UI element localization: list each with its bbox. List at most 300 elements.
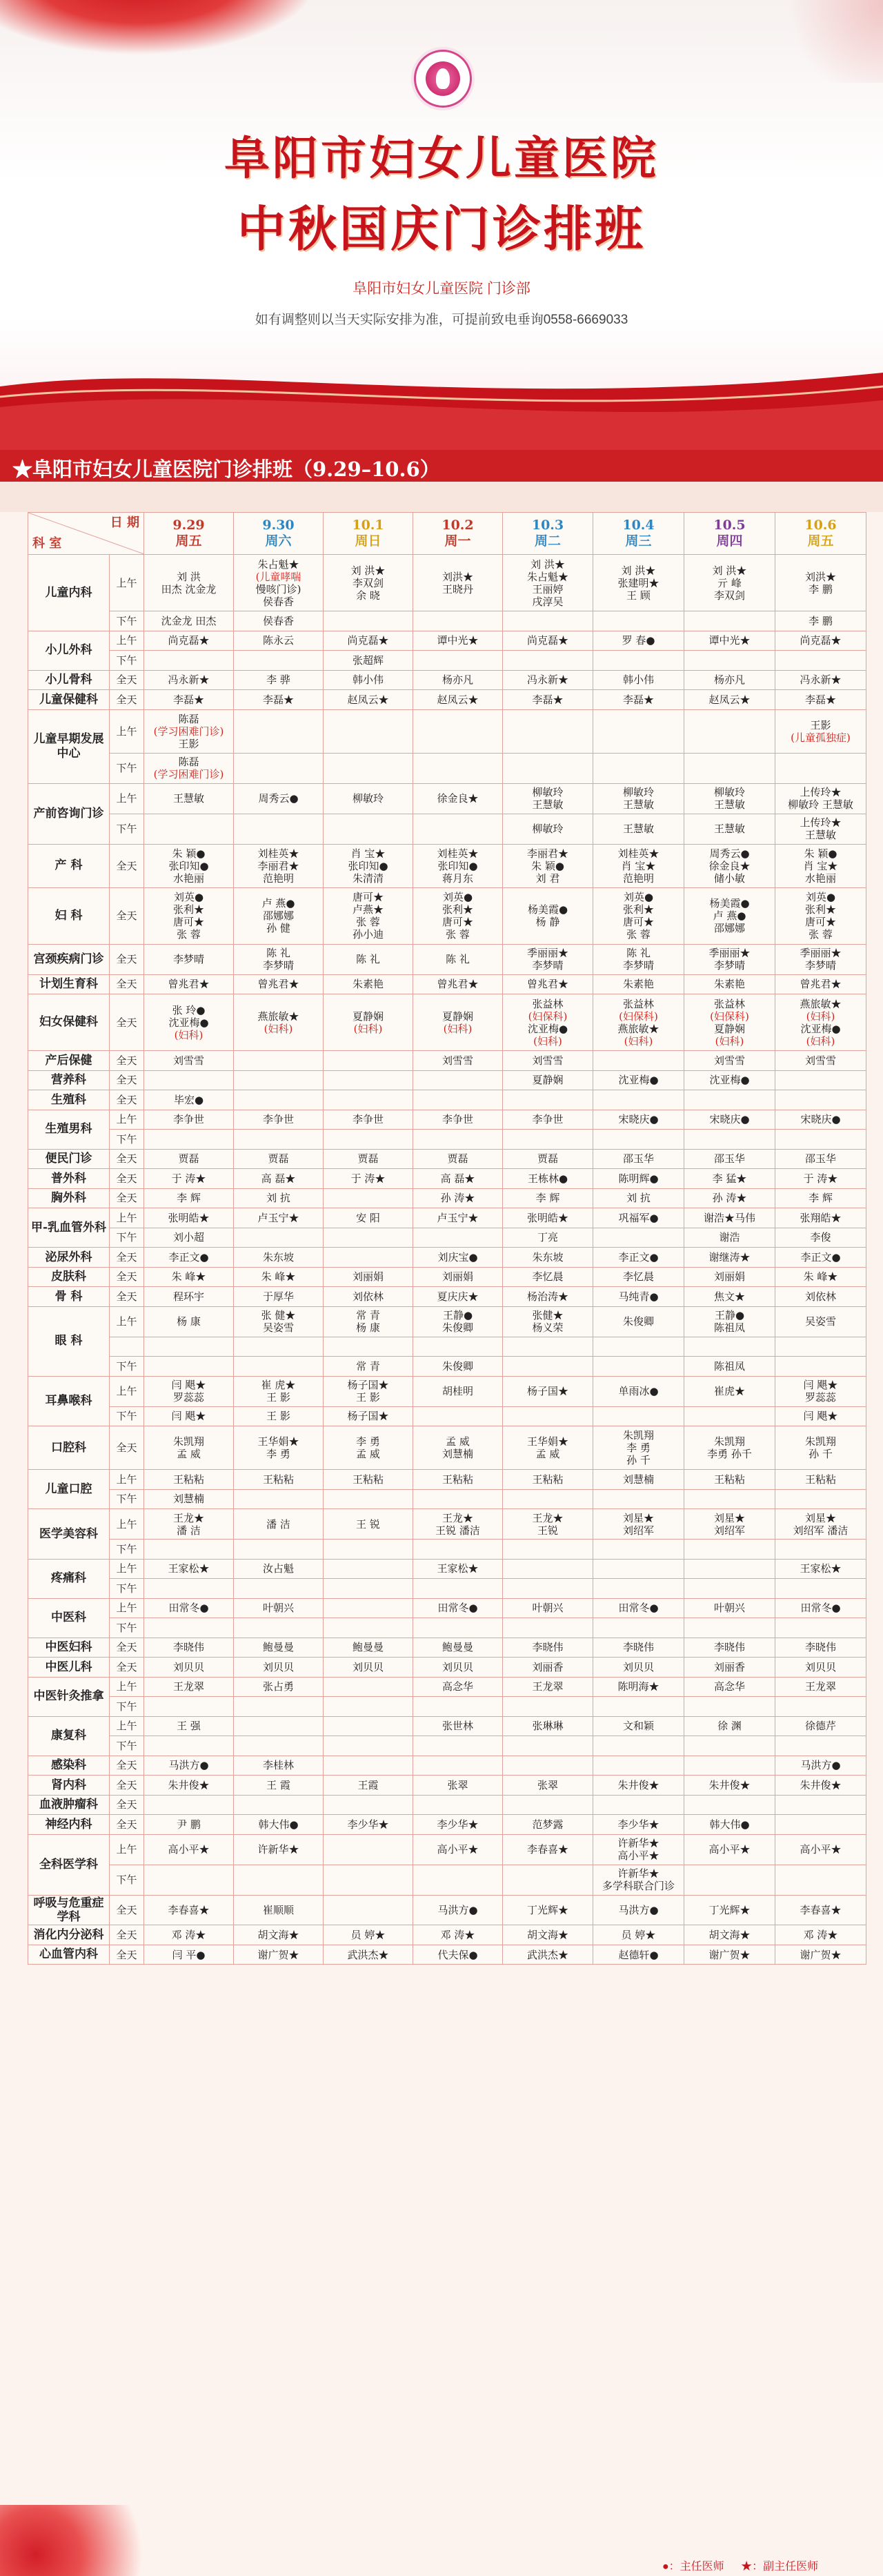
- doctor-name: 沈亚梅●: [618, 1074, 659, 1087]
- doctor-cell: [593, 1489, 684, 1509]
- doctor-name: 朱素艳: [622, 978, 654, 991]
- doctor-cell: [775, 1357, 866, 1377]
- doctor-name: 胡文海★: [526, 1929, 568, 1942]
- doctor-cell: [144, 1208, 234, 1228]
- doctor-cell: [593, 1756, 684, 1776]
- doctor-name: 谢广贺★: [708, 1948, 751, 1961]
- doctor-cell: [503, 1945, 593, 1965]
- department-name: 中医妇科: [28, 1638, 110, 1658]
- doctor-name: 高小平★: [168, 1843, 210, 1856]
- doctor-name: 王慧敏: [804, 829, 836, 841]
- period-label: 全天: [110, 974, 144, 994]
- doctor-cell: [593, 1051, 684, 1071]
- doctor-cell: [324, 1470, 413, 1490]
- schedule-row: [28, 1677, 866, 1697]
- day-weekday: 周五: [175, 533, 202, 549]
- department-name: 计划生育科: [28, 974, 110, 994]
- doctor-name: 唐可★: [352, 891, 384, 903]
- doctor-cell: [413, 555, 503, 611]
- doctor-cell: [775, 1509, 866, 1540]
- doctor-cell: [503, 974, 593, 994]
- doctor-name: 李忆晨: [622, 1270, 654, 1284]
- doctor-cell: [593, 1865, 684, 1895]
- doctor-cell: [234, 1337, 324, 1357]
- doctor-cell: [144, 1509, 234, 1540]
- doctor-name: 田常冬●: [800, 1602, 841, 1615]
- doctor-name: 马纯青●: [618, 1290, 659, 1303]
- doctor-name: 鲍曼曼: [442, 1641, 473, 1654]
- schedule-row: [28, 944, 866, 974]
- doctor-name: 朱清清: [352, 872, 384, 885]
- period-label: 全天: [110, 1426, 144, 1470]
- doctor-cell: [503, 1895, 593, 1925]
- doctor-name: 水艳丽: [172, 872, 204, 885]
- doctor-name: 张占勇: [262, 1680, 294, 1693]
- doctor-cell: [503, 1090, 593, 1110]
- spacer: [0, 482, 883, 512]
- doctor-cell: [775, 611, 866, 631]
- doctor-name: 孙 健: [266, 922, 290, 934]
- doctor-name: 陈永云: [262, 634, 294, 647]
- department-name: 宫颈疾病门诊: [28, 944, 110, 974]
- doctor-name: 孙 涛★: [712, 1192, 747, 1205]
- doctor-name: 张 蓉: [808, 928, 833, 941]
- department-name: 呼吸与危重症学科: [28, 1895, 110, 1925]
- doctor-cell: [413, 1051, 503, 1071]
- doctor-cell: [413, 1579, 503, 1599]
- doctor-cell: [234, 1540, 324, 1560]
- doctor-cell: [324, 783, 413, 814]
- doctor-cell: [234, 1357, 324, 1377]
- period-label: 上午: [110, 1677, 144, 1697]
- doctor-cell: [413, 1815, 503, 1835]
- schedule-row: [28, 1945, 866, 1965]
- period-label: 下午: [110, 1130, 144, 1150]
- doctor-name: 王栋林●: [527, 1172, 568, 1185]
- hospital-logo: [414, 50, 472, 108]
- period-label: [110, 1337, 144, 1357]
- period-label: 全天: [110, 994, 144, 1051]
- schedule-row: [28, 1638, 866, 1658]
- doctor-name: 刘贝贝: [442, 1660, 473, 1673]
- schedule-row: [28, 844, 866, 887]
- doctor-name: 卢燕★: [352, 903, 384, 916]
- doctor-name: 王家松★: [168, 1562, 210, 1575]
- doctor-name: 李 鹏: [808, 582, 833, 596]
- doctor-name: 赵凤云★: [437, 693, 479, 706]
- doctor-name: 李争世: [532, 1113, 564, 1126]
- doctor-name: 许新华★: [617, 1867, 659, 1880]
- doctor-cell: [593, 1598, 684, 1618]
- doctor-name: 刘洪★: [804, 570, 836, 583]
- doctor-name: 徐金良★: [708, 859, 751, 872]
- doctor-cell: [684, 1406, 775, 1426]
- department-name: 普外科: [28, 1169, 110, 1189]
- doctor-name: 李晓伟: [713, 1641, 745, 1654]
- doctor-cell: [413, 1376, 503, 1406]
- doctor-name: 田常冬●: [168, 1602, 209, 1615]
- doctor-cell: [684, 1895, 775, 1925]
- doctor-name: 李 辉: [535, 1192, 560, 1205]
- doctor-name: 朱占魁★: [526, 570, 568, 583]
- doctor-name: 李梦晴: [532, 959, 564, 972]
- doctor-name: 刘绍军 潘洁: [793, 1524, 849, 1537]
- doctor-name: 朱东坡: [262, 1250, 294, 1264]
- doctor-cell: [234, 1736, 324, 1756]
- period-label: 下午: [110, 1865, 144, 1895]
- doctor-cell: [503, 887, 593, 944]
- period-label: 下午: [110, 1736, 144, 1756]
- doctor-cell: [684, 994, 775, 1051]
- doctor-cell: [593, 844, 684, 887]
- doctor-cell: [234, 753, 324, 783]
- doctor-cell: [684, 1697, 775, 1717]
- doctor-cell: [684, 1865, 775, 1895]
- schedule-row: [28, 1149, 866, 1169]
- doctor-cell: [324, 1756, 413, 1776]
- day-date: 9.30: [262, 518, 295, 533]
- doctor-name: 刘英●: [623, 891, 654, 903]
- doctor-cell: [324, 1925, 413, 1945]
- period-label: 全天: [110, 690, 144, 710]
- schedule-row: [28, 1306, 866, 1337]
- period-label: 全天: [110, 1169, 144, 1189]
- schedule-row: [28, 1895, 866, 1925]
- doctor-cell: [234, 1945, 324, 1965]
- doctor-cell: [144, 690, 234, 710]
- doctor-cell: [144, 1090, 234, 1110]
- period-label: 全天: [110, 1638, 144, 1658]
- doctor-name: 刘 抗: [266, 1192, 290, 1205]
- doctor-name: 刘桂英★: [437, 847, 479, 860]
- doctor-name: 唐可★: [172, 916, 204, 928]
- doctor-name: 高小平★: [800, 1843, 842, 1856]
- doctor-name: 李 辉: [177, 1192, 201, 1205]
- doctor-cell: [413, 1306, 503, 1337]
- doctor-name: 宋晓庆●: [709, 1113, 750, 1126]
- schedule-row: [28, 1598, 866, 1618]
- department-name: 疼痛科: [28, 1559, 110, 1598]
- doctor-name: (儿童哮喘: [255, 570, 301, 583]
- schedule-row: [28, 753, 866, 783]
- doctor-cell: [324, 1945, 413, 1965]
- day-header: [234, 513, 324, 555]
- doctor-name: 王静●: [714, 1309, 745, 1321]
- doctor-cell: [234, 1406, 324, 1426]
- doctor-name: 燕旅敏★: [800, 997, 842, 1010]
- doctor-cell: [593, 1426, 684, 1470]
- period-label: 上午: [110, 555, 144, 611]
- doctor-name: (妇科): [174, 1028, 204, 1041]
- department-name: 甲-乳血管外科: [28, 1208, 110, 1248]
- schedule-row: [28, 670, 866, 690]
- doctor-cell: [413, 1638, 503, 1658]
- doctor-name: 刘 抗: [626, 1192, 651, 1205]
- doctor-cell: [324, 1130, 413, 1150]
- doctor-cell: [324, 1169, 413, 1189]
- doctor-name: 蒋月东: [442, 872, 473, 885]
- doctor-name: 李桂林: [262, 1759, 294, 1772]
- doctor-cell: [144, 1228, 234, 1248]
- doctor-name: 刘慧楠: [622, 1473, 654, 1486]
- schedule-table: [28, 512, 866, 1965]
- doctor-name: 李 勇: [626, 1442, 651, 1454]
- doctor-cell: [144, 1406, 234, 1426]
- schedule-row: [28, 1697, 866, 1717]
- doctor-cell: [144, 1267, 234, 1287]
- period-label: 上午: [110, 1208, 144, 1228]
- doctor-name: 赵德轩●: [618, 1948, 659, 1961]
- doctor-cell: [144, 1306, 234, 1337]
- doctor-cell: [684, 1267, 775, 1287]
- doctor-name: 刘英●: [442, 891, 473, 903]
- doctor-name: 李争世: [172, 1113, 204, 1126]
- doctor-cell: [234, 1834, 324, 1865]
- doctor-name: 代夫保●: [437, 1948, 478, 1961]
- doctor-name: 多学科联合门诊: [602, 1880, 675, 1892]
- doctor-name: 张 蓉: [446, 928, 470, 941]
- doctor-cell: [413, 1598, 503, 1618]
- doctor-cell: [413, 670, 503, 690]
- doctor-name: 王慧敏: [172, 792, 204, 805]
- doctor-cell: [775, 1470, 866, 1490]
- doctor-name: 李晓伟: [532, 1641, 564, 1654]
- doctor-cell: [324, 555, 413, 611]
- doctor-cell: [684, 1070, 775, 1090]
- doctor-cell: [503, 944, 593, 974]
- doctor-name: 李春喜★: [526, 1843, 568, 1856]
- doctor-name: 李晓伟: [622, 1641, 654, 1654]
- day-header: [775, 513, 866, 555]
- period-label: 上午: [110, 1716, 144, 1736]
- doctor-name: 侯春香: [262, 595, 294, 608]
- doctor-name: 柳敏玲: [352, 792, 384, 805]
- doctor-name: 杨 康: [356, 1321, 380, 1334]
- doctor-name: 王华娟★: [526, 1435, 568, 1448]
- doctor-cell: [775, 994, 866, 1051]
- doctor-cell: [234, 1509, 324, 1540]
- doctor-name: 冯永新★: [168, 674, 210, 687]
- doctor-cell: [684, 1287, 775, 1307]
- doctor-name: 杨 康: [177, 1315, 201, 1328]
- doctor-name: 杨亦凡: [442, 674, 473, 687]
- department-name: 口腔科: [28, 1426, 110, 1470]
- doctor-name: 李正文●: [800, 1250, 841, 1264]
- doctor-name: (妇科): [264, 1022, 293, 1035]
- doctor-name: 许新华★: [257, 1843, 299, 1856]
- doctor-name: 田常冬●: [618, 1602, 659, 1615]
- doctor-cell: [234, 1677, 324, 1697]
- schedule-row: [28, 1051, 866, 1071]
- doctor-cell: [503, 1697, 593, 1717]
- doctor-cell: [503, 753, 593, 783]
- period-label: 全天: [110, 1658, 144, 1678]
- doctor-name: 崔虎★: [713, 1385, 745, 1397]
- doctor-name: 刘小超: [172, 1231, 204, 1244]
- schedule-row: [28, 1090, 866, 1110]
- doctor-cell: [593, 1267, 684, 1287]
- department-name: 肾内科: [28, 1776, 110, 1796]
- doctor-name: 王粘粘: [442, 1473, 473, 1486]
- doctor-name: 王粘粘: [262, 1473, 294, 1486]
- doctor-name: 李春喜★: [168, 1903, 210, 1916]
- doctor-cell: [144, 1618, 234, 1638]
- doctor-cell: [324, 709, 413, 753]
- doctor-cell: [775, 1110, 866, 1130]
- doctor-name: 张翠: [537, 1778, 558, 1791]
- doctor-name: 常 青: [356, 1359, 380, 1373]
- doctor-cell: [775, 1188, 866, 1208]
- doctor-cell: [144, 1756, 234, 1776]
- doctor-cell: [503, 1208, 593, 1228]
- doctor-cell: [684, 1248, 775, 1268]
- doctor-cell: [593, 651, 684, 671]
- doctor-name: 刘丽娟: [713, 1270, 745, 1284]
- doctor-name: 潘 洁: [177, 1524, 201, 1537]
- doctor-cell: [593, 1677, 684, 1697]
- doctor-name: 刘桂英★: [617, 847, 659, 860]
- doctor-name: 程环宇: [172, 1290, 204, 1303]
- doctor-name: 沈金龙 田杰: [161, 614, 217, 627]
- doctor-name: 朱凯翔: [172, 1435, 204, 1448]
- doctor-cell: [324, 1248, 413, 1268]
- schedule-row: [28, 690, 866, 710]
- doctor-name: 曾兆君★: [437, 978, 479, 991]
- doctor-cell: [684, 670, 775, 690]
- doctor-name: (学习困难门诊): [153, 768, 224, 780]
- doctor-cell: [144, 1865, 234, 1895]
- doctor-cell: [144, 1110, 234, 1130]
- doctor-cell: [324, 1895, 413, 1925]
- doctor-name: 刘丽香: [713, 1660, 745, 1673]
- doctor-cell: [234, 1489, 324, 1509]
- doctor-cell: [144, 844, 234, 887]
- cloud-decoration: [773, 0, 883, 83]
- doctor-cell: [413, 1470, 503, 1490]
- doctor-name: 王粘粘: [804, 1473, 836, 1486]
- doctor-name: 曾兆君★: [800, 978, 842, 991]
- doctor-name: 叶朝兴: [262, 1602, 294, 1615]
- period-label: 下午: [110, 1406, 144, 1426]
- doctor-cell: [775, 1306, 866, 1337]
- doctor-cell: [775, 1795, 866, 1815]
- doctor-cell: [593, 1470, 684, 1490]
- doctor-cell: [144, 944, 234, 974]
- doctor-cell: [324, 1357, 413, 1377]
- doctor-cell: [413, 1188, 503, 1208]
- doctor-cell: [684, 1598, 775, 1618]
- doctor-cell: [324, 1188, 413, 1208]
- doctor-name: 贾磊: [178, 1152, 199, 1166]
- doctor-name: 邓 涛★: [440, 1929, 475, 1942]
- doctor-cell: [324, 1267, 413, 1287]
- doctor-name: 刘雪雪: [172, 1054, 204, 1067]
- doctor-cell: [144, 1470, 234, 1490]
- doctor-cell: [684, 1426, 775, 1470]
- day-weekday: 周四: [716, 533, 743, 549]
- doctor-name: 武洪杰★: [526, 1948, 568, 1961]
- doctor-cell: [684, 1228, 775, 1248]
- doctor-name: 谢广贺★: [800, 1948, 842, 1961]
- doctor-cell: [684, 1357, 775, 1377]
- schedule-row: [28, 1470, 866, 1490]
- doctor-cell: [775, 1618, 866, 1638]
- doctor-cell: [324, 994, 413, 1051]
- doctor-cell: [413, 1776, 503, 1796]
- doctor-cell: [413, 887, 503, 944]
- doctor-cell: [324, 1638, 413, 1658]
- doctor-cell: [503, 1815, 593, 1835]
- doctor-cell: [144, 1598, 234, 1618]
- doctor-cell: [503, 1559, 593, 1579]
- doctor-cell: [413, 994, 503, 1051]
- doctor-name: 刘雪雪: [804, 1054, 836, 1067]
- doctor-cell: [775, 1540, 866, 1560]
- doctor-cell: [593, 631, 684, 651]
- doctor-cell: [144, 783, 234, 814]
- doctor-name: 上传玲★: [800, 786, 842, 798]
- department-name: 小儿骨科: [28, 670, 110, 690]
- doctor-name: 柳敏玲: [713, 786, 745, 798]
- doctor-cell: [324, 1736, 413, 1756]
- day-header: [684, 513, 775, 555]
- doctor-cell: [324, 1815, 413, 1835]
- doctor-name: 胡文海★: [708, 1929, 751, 1942]
- period-label: 全天: [110, 1925, 144, 1945]
- schedule-row: [28, 1188, 866, 1208]
- doctor-cell: [324, 1426, 413, 1470]
- doctor-name: 水艳丽: [804, 872, 836, 885]
- doctor-cell: [593, 783, 684, 814]
- doctor-name: 尹 鹏: [177, 1818, 201, 1831]
- doctor-name: 刘丽娟: [442, 1270, 473, 1284]
- doctor-cell: [144, 974, 234, 994]
- period-label: 全天: [110, 1756, 144, 1776]
- day-header: [324, 513, 413, 555]
- doctor-cell: [684, 1658, 775, 1678]
- doctor-name: 卢 燕●: [713, 910, 746, 922]
- doctor-cell: [593, 1638, 684, 1658]
- period-label: 全天: [110, 1267, 144, 1287]
- doctor-name: 肖 宝★: [803, 859, 838, 872]
- doctor-name: 王慧敏: [532, 798, 564, 811]
- schedule-row: [28, 1658, 866, 1678]
- doctor-cell: [775, 690, 866, 710]
- doctor-cell: [684, 1110, 775, 1130]
- doctor-name: 高 磊★: [261, 1172, 296, 1185]
- doctor-cell: [503, 1509, 593, 1540]
- doctor-cell: [144, 651, 234, 671]
- period-label: 全天: [110, 844, 144, 887]
- doctor-name: 季丽丽★: [800, 947, 842, 959]
- doctor-name: 于 涛★: [803, 1172, 838, 1185]
- doctor-name: 张印知●: [168, 859, 209, 872]
- doctor-cell: [775, 1169, 866, 1189]
- doctor-cell: [775, 1834, 866, 1865]
- doctor-cell: [684, 1337, 775, 1357]
- period-label: 下午: [110, 753, 144, 783]
- doctor-name: 员 婷★: [621, 1929, 656, 1942]
- doctor-name: 朱素艳: [713, 978, 745, 991]
- doctor-name: 王家松★: [437, 1562, 479, 1575]
- doctor-cell: [413, 1677, 503, 1697]
- doctor-cell: [413, 690, 503, 710]
- doctor-cell: [593, 1658, 684, 1678]
- doctor-cell: [684, 1090, 775, 1110]
- doctor-cell: [593, 887, 684, 944]
- doctor-name: 王 顾: [626, 589, 651, 602]
- doctor-cell: [593, 1228, 684, 1248]
